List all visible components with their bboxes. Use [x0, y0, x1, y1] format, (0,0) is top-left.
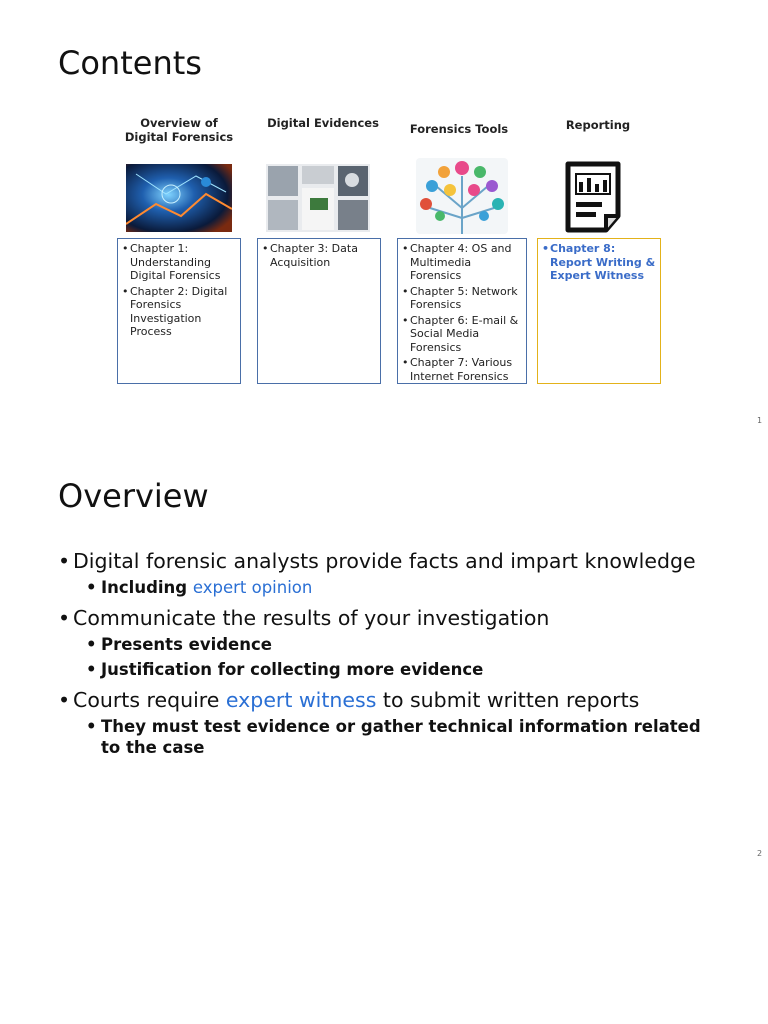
chapter-item: • Chapter 3: Data Acquisition: [262, 242, 376, 269]
chapter-item: • Chapter 5: Network Forensics: [402, 285, 522, 312]
bullet-level2: • Justification for collecting more evidence: [86, 660, 484, 679]
chapter-item: • Chapter 4: OS and Multimedia Forensics: [402, 242, 522, 283]
page-number: 1: [757, 416, 763, 425]
bullet-text: Presents evidence: [101, 635, 272, 654]
bullet-text: Communicate the results of your investigation: [73, 606, 550, 630]
highlight-expert-opinion: expert opinion: [192, 578, 313, 597]
chapter-item: • Chapter 2: Digital Forensics Investigation Process: [122, 285, 236, 339]
digital-forensics-image: [126, 164, 232, 236]
column-title: Digital Evidences: [267, 116, 379, 130]
bullet-text: They must test evidence or gather technical information related to the case: [101, 717, 701, 757]
digital-evidence-image: [266, 164, 370, 236]
column-title: Reporting: [565, 118, 631, 132]
bullet-text: to submit written reports: [376, 688, 640, 712]
bullet-text: Including: [101, 578, 193, 597]
bullet-level1: • Digital forensic analysts provide facts and impart knowledge: [58, 549, 696, 573]
chapter-box-reporting: [537, 238, 661, 384]
forensics-tools-image: [416, 158, 508, 238]
bullet-level1: • Communicate the results of your investigation: [58, 606, 550, 630]
bullet-level2: • Presents evidence: [86, 635, 272, 654]
overview-title: Overview: [58, 477, 209, 515]
chapter-item: • Chapter 8: Report Writing & Expert Witness: [542, 242, 656, 283]
highlight-expert-witness: expert witness: [225, 688, 377, 712]
page-number: 2: [757, 849, 763, 858]
chapter-box-evidences: [257, 238, 381, 384]
chapter-item: • Chapter 7: Various Internet Forensics: [402, 356, 522, 383]
bullet-level2: • Including expert opinion: [86, 578, 313, 597]
bullet-level1: • Courts require expert witness to submit written reports: [58, 688, 640, 712]
chapter-item: • Chapter 6: E-mail & Social Media Forensics: [402, 314, 522, 355]
bullet-text: Justification for collecting more evidence: [101, 660, 484, 679]
chapter-item: • Chapter 1: Understanding Digital Forensics: [122, 242, 236, 283]
column-title: Overview of Digital Forensics: [124, 116, 234, 144]
chapter-box-overview: [117, 238, 241, 384]
bullet-text: Digital forensic analysts provide facts and impart knowledge: [73, 549, 696, 573]
report-document-icon: [562, 160, 632, 238]
bullet-text: Courts require: [73, 688, 226, 712]
chapter-box-tools: [397, 238, 527, 384]
contents-title: Contents: [58, 44, 202, 82]
column-title: Forensics Tools: [409, 122, 509, 136]
bullet-level2: • They must test evidence or gather technical information related to the case: [86, 717, 701, 757]
